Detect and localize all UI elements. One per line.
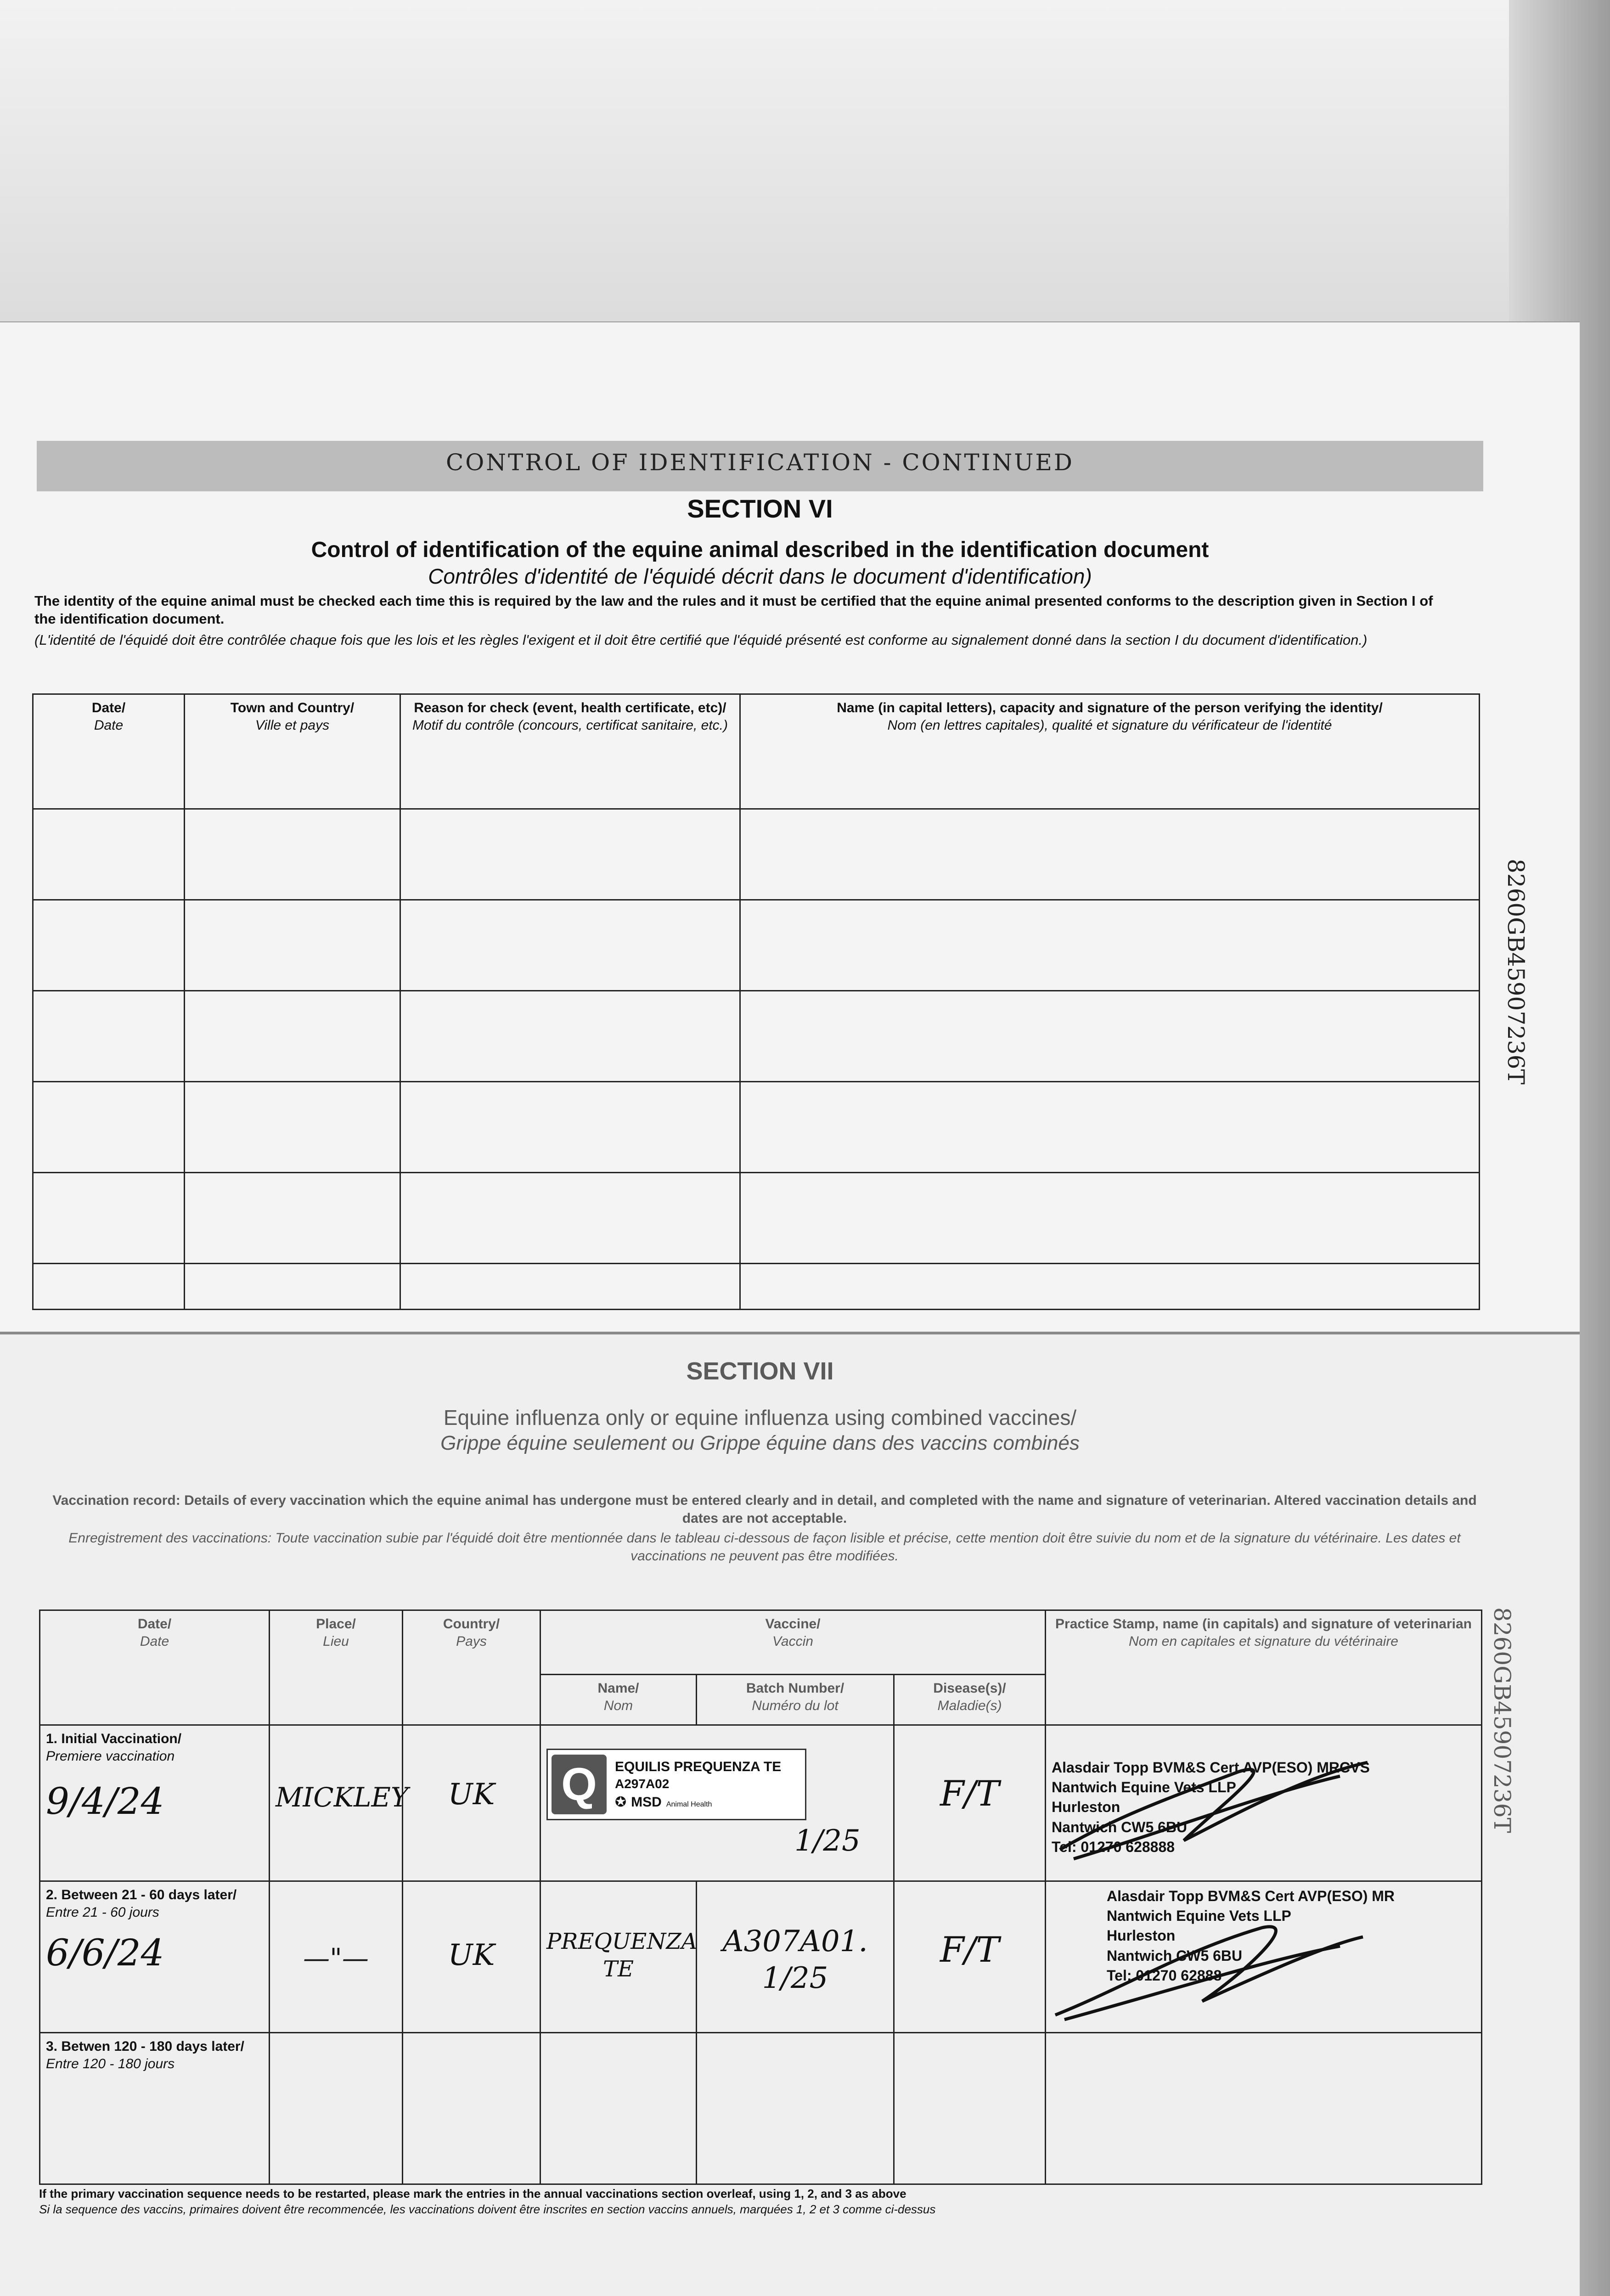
stamp-line: Alasdair Topp BVM&S Cert AVP(ESO) MRCVS (1052, 1759, 1370, 1776)
section-vi-subtitle-fr: Contrôles d'identité de l'équidé décrit dans le document d'identification) (428, 564, 1092, 588)
row-label-fr: Entre 120 - 180 jours (46, 2056, 175, 2071)
vaccine-name: PREQUENZA TE (546, 1929, 698, 1982)
batch-expiry: 1/25 (794, 1824, 861, 1858)
row-label-fr: Premiere vaccination (46, 1748, 175, 1764)
section-vii-subtitle-fr: Grippe équine seulement ou Grippe équine dans des vaccins combinés (440, 1432, 1080, 1454)
vaccination-row-third (40, 2033, 1482, 2184)
stamp-line: Nantwich Equine Vets LLP (1107, 1908, 1291, 1925)
col-date-fr: Date (140, 1633, 169, 1649)
vet-signature-icon (1046, 1909, 1459, 2029)
stamp-line: Nantwich Equine Vets LLP (1052, 1779, 1236, 1796)
doc-code-upper: 8260GB45907236T (1503, 859, 1529, 1085)
stamp-line: Tel: 01270 628888 (1052, 1838, 1175, 1855)
vaccination-disease: F/T (940, 1773, 1000, 1814)
row-label-fr: Entre 21 - 60 jours (46, 1904, 159, 1920)
table-row (33, 1173, 1480, 1264)
col-batch-fr: Numéro du lot (752, 1698, 839, 1713)
table-row (33, 809, 1480, 900)
vaccination-table (39, 1609, 1482, 2185)
col-country-en: Country/ (443, 1616, 500, 1632)
col-country-fr: Pays (456, 1633, 487, 1649)
section-vi-table (32, 693, 1480, 1310)
stamp-line: Hurleston (1052, 1799, 1120, 1816)
vaccination-row-initial (40, 1725, 1482, 1881)
vaccination-row-second (40, 1881, 1482, 2033)
vaccine-label-batch: A297A02 (615, 1776, 670, 1791)
stamp-line: Alasdair Topp BVM&S Cert AVP(ESO) MR (1107, 1888, 1395, 1904)
row-label-en: 3. Betwen 120 - 180 days later/ (46, 2039, 244, 2054)
vaccination-place: —"— (303, 1942, 369, 1974)
msd-logo-icon: ✪ (615, 1794, 627, 1810)
section-vi-title: SECTION VI (687, 494, 833, 523)
col-date-en: Date/ (137, 1616, 172, 1632)
stamp-line: Nantwich CW5 6BU (1107, 1947, 1243, 1964)
vaccination-country: UK (448, 1938, 495, 1972)
vaccination-date: 9/4/24 (46, 1780, 164, 1823)
section-vii-instructions-fr: Enregistrement des vaccinations: Toute vaccination subie par l'équidé doit être mentionnée dans le tableau ci-dessous de façon lisible et précise, cette mention doit être suivie du nom et de la signature du vétérinaire. Les dates et vaccinations ne peuvent pas être modifiées. (68, 1531, 1461, 1564)
row-label-en: 2. Between 21 - 60 days later/ (46, 1887, 237, 1902)
vet-signature-icon (1046, 1744, 1459, 1873)
section-vi-subtitle-en: Control of identification of the equine animal described in the identification document (311, 538, 1209, 562)
vaccine-brand-sub: Animal Health (666, 1800, 712, 1808)
col-place-en: Place/ (316, 1616, 356, 1632)
col-verifier-fr: Nom (en lettres capitales), qualité et signature du vérificateur de l'identité (887, 717, 1332, 733)
col-disease-en: Disease(s)/ (933, 1681, 1006, 1696)
col-reason-en: Reason for check (event, health certificate, etc)/ (414, 700, 726, 715)
vaccine-sticker (546, 1749, 806, 1820)
footer-note-fr: Si la sequence des vaccins, primaires doivent être recommencée, les vaccinations doivent être inscrites en section vaccins annuels, marquées 1, 2 et 3 comme ci-dessus (39, 2202, 936, 2216)
col-vaccine-fr: Vaccin (772, 1633, 813, 1649)
col-disease-fr: Maladie(s) (937, 1698, 1002, 1713)
batch-number: A307A01. (722, 1925, 868, 1958)
banner-title: CONTROL OF IDENTIFICATION - CONTINUED (445, 449, 1075, 476)
col-date-fr: Date (94, 717, 124, 733)
section-vi-header-row (33, 694, 1480, 809)
vaccination-header-row (40, 1610, 1482, 1675)
section-vi-instructions-en: The identity of the equine animal must be checked each time this is required by the law and the rules and it must be certified that the equine animal presented conforms to the description given in Section I of the identification document. (34, 593, 1433, 627)
col-town-fr: Ville et pays (255, 717, 330, 733)
q-logo-icon: Q (552, 1755, 607, 1814)
section-vii-title: SECTION VII (686, 1357, 834, 1385)
stamp-line: Nantwich CW5 6BU (1052, 1818, 1188, 1835)
vaccination-place: MICKLEY (276, 1782, 409, 1813)
col-reason-fr: Motif du contrôle (concours, certificat sanitaire, etc.) (412, 717, 728, 733)
col-place-fr: Lieu (323, 1633, 349, 1649)
table-row (33, 1264, 1480, 1310)
section-vii-subtitle-en: Equine influenza only or equine influenza using combined vaccines/ (443, 1406, 1077, 1429)
table-row (33, 1082, 1480, 1173)
table-row (33, 991, 1480, 1082)
row-label-en: 1. Initial Vaccination/ (46, 1731, 182, 1746)
stamp-line: Hurleston (1107, 1927, 1176, 1944)
vaccination-country: UK (448, 1778, 495, 1812)
background-top (0, 0, 1610, 321)
footer-note-en: If the primary vaccination sequence needs to be restarted, please mark the entries in the annual vaccinations section overleaf, using 1, 2, and 3 as above (39, 2187, 906, 2200)
vaccination-date: 6/6/24 (46, 1931, 164, 1974)
col-name-fr: Nom (603, 1698, 633, 1713)
section-vi-instructions-fr: (L'identité de l'équidé doit être contrôlée chaque fois que les lois et les règles l'exigent et il doit être certifié que l'équidé présenté est conforme au signalement donné dans la section I du document d'identification.) (34, 632, 1368, 648)
col-stamp-en: Practice Stamp, name (in capitals) and signature of veterinarian (1055, 1616, 1472, 1632)
table-row (33, 900, 1480, 991)
col-name-en: Name/ (597, 1681, 639, 1696)
batch-expiry: 1/25 (762, 1961, 828, 1995)
vaccination-disease: F/T (940, 1929, 1000, 1970)
col-stamp-fr: Nom en capitales et signature du vétérinaire (1129, 1633, 1398, 1649)
col-town-en: Town and Country/ (230, 700, 355, 715)
col-vaccine-en: Vaccine/ (765, 1616, 821, 1632)
stamp-line: Tel: 01270 62888 (1107, 1967, 1222, 1984)
vaccine-brand: MSD (631, 1794, 662, 1810)
section-vii-instructions-en: Vaccination record: Details of every vaccination which the equine animal has undergone must be entered clearly and in detail, and completed with the name and signature of veterinarian. Altered vaccination details and dates are not acceptable. (52, 1493, 1477, 1526)
col-verifier-en: Name (in capital letters), capacity and signature of the person verifying the identity/ (837, 700, 1383, 715)
col-batch-en: Batch Number/ (746, 1681, 844, 1696)
col-date-en: Date/ (91, 700, 126, 715)
doc-code-lower: 8260GB45907236T (1489, 1607, 1515, 1833)
vaccine-label-name: EQUILIS PREQUENZA TE (615, 1759, 782, 1774)
